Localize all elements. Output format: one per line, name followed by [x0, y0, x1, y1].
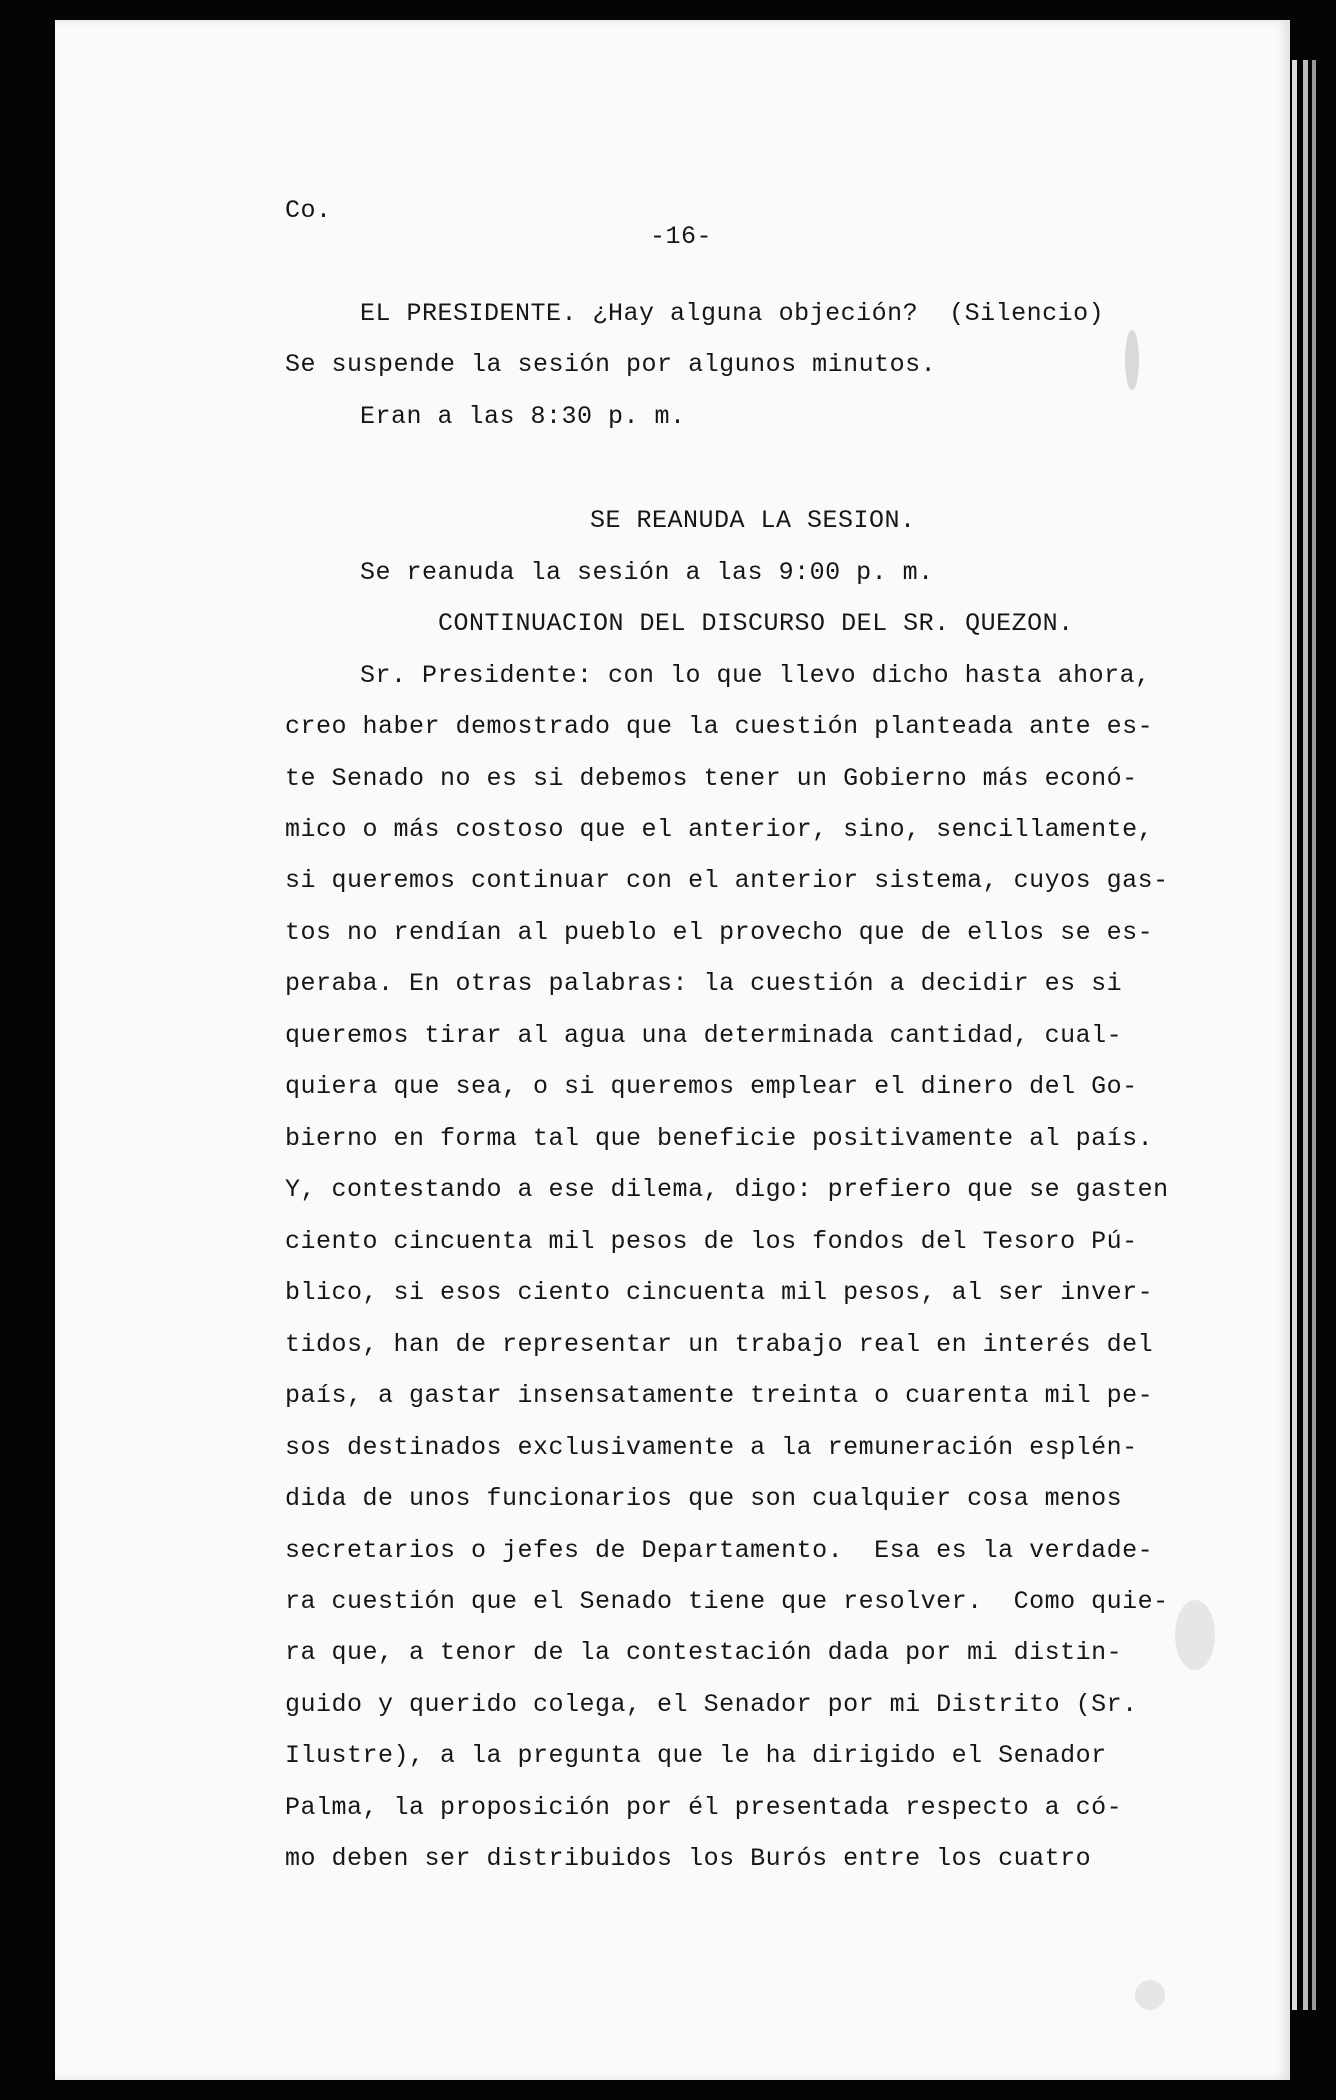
paragraph-line: Palma, la proposición por él presentada respecto a có- — [285, 1793, 1123, 1822]
body-line: Se suspende la sesión por algunos minutos. — [285, 350, 937, 379]
paragraph-line: te Senado no es si debemos tener un Gobierno más econó- — [285, 764, 1138, 793]
paragraph-line: tidos, han de representar un trabajo real en interés del — [285, 1330, 1154, 1359]
paragraph-line: ra que, a tenor de la contestación dada por mi distin- — [285, 1638, 1123, 1667]
page-edge — [1303, 60, 1308, 2010]
paragraph-line: guido y querido colega, el Senador por mi Distrito (Sr. — [285, 1690, 1138, 1719]
paragraph-line: dida de unos funcionarios que son cualquier cosa menos — [285, 1484, 1123, 1513]
ink-smudge — [1135, 1980, 1165, 2010]
paragraph-line: país, a gastar insensatamente treinta o cuarenta mil pe- — [285, 1381, 1154, 1410]
paragraph-line: creo haber demostrado que la cuestión planteada ante es- — [285, 712, 1154, 741]
section-heading: SE REANUDA LA SESION. — [590, 506, 916, 535]
paragraph-line: blico, si esos ciento cincuenta mil pesos, al ser inver- — [285, 1278, 1154, 1307]
body-line: Eran a las 8:30 p. m. — [360, 402, 686, 431]
paragraph-line: peraba. En otras palabras: la cuestión a decidir es si — [285, 969, 1123, 998]
paragraph-line: mico o más costoso que el anterior, sino, sencillamente, — [285, 815, 1154, 844]
paragraph-line: queremos tirar al agua una determinada cantidad, cual- — [285, 1021, 1123, 1050]
ink-smudge — [1125, 330, 1139, 390]
ink-smudge — [1175, 1600, 1215, 1670]
page-number: -16- — [650, 222, 713, 251]
page-edge — [1292, 60, 1297, 2010]
paragraph-line: secretarios o jefes de Departamento. Esa es la verdade- — [285, 1536, 1154, 1565]
paragraph-line: ra cuestión que el Senado tiene que resolver. Como quie- — [285, 1587, 1169, 1616]
paragraph-line: Sr. Presidente: con lo que llevo dicho hasta ahora, — [360, 661, 1151, 690]
body-line: Se reanuda la sesión a las 9:00 p. m. — [360, 558, 934, 587]
page-edge — [1312, 60, 1316, 2010]
paragraph-line: bierno en forma tal que beneficie positivamente al país. — [285, 1124, 1154, 1153]
section-heading: CONTINUACION DEL DISCURSO DEL SR. QUEZON. — [438, 609, 1074, 638]
paragraph-line: Ilustre), a la pregunta que le ha dirigido el Senador — [285, 1741, 1107, 1770]
paragraph-line: sos destinados exclusivamente a la remuneración esplén- — [285, 1433, 1138, 1462]
paragraph-line: mo deben ser distribuidos los Burós entre los cuatro — [285, 1844, 1092, 1873]
body-line: EL PRESIDENTE. ¿Hay alguna objeción? (Silencio) — [360, 299, 1105, 328]
paragraph-line: ciento cincuenta mil pesos de los fondos del Tesoro Pú- — [285, 1227, 1138, 1256]
paragraph-line: tos no rendían al pueblo el provecho que de ellos se es- — [285, 918, 1154, 947]
paragraph-line: si queremos continuar con el anterior sistema, cuyos gas- — [285, 866, 1169, 895]
carbon-code: Co. — [285, 196, 332, 225]
paragraph-line: quiera que sea, o si queremos emplear el dinero del Go- — [285, 1072, 1138, 1101]
paragraph-line: Y, contestando a ese dilema, digo: prefiero que se gasten — [285, 1175, 1169, 1204]
